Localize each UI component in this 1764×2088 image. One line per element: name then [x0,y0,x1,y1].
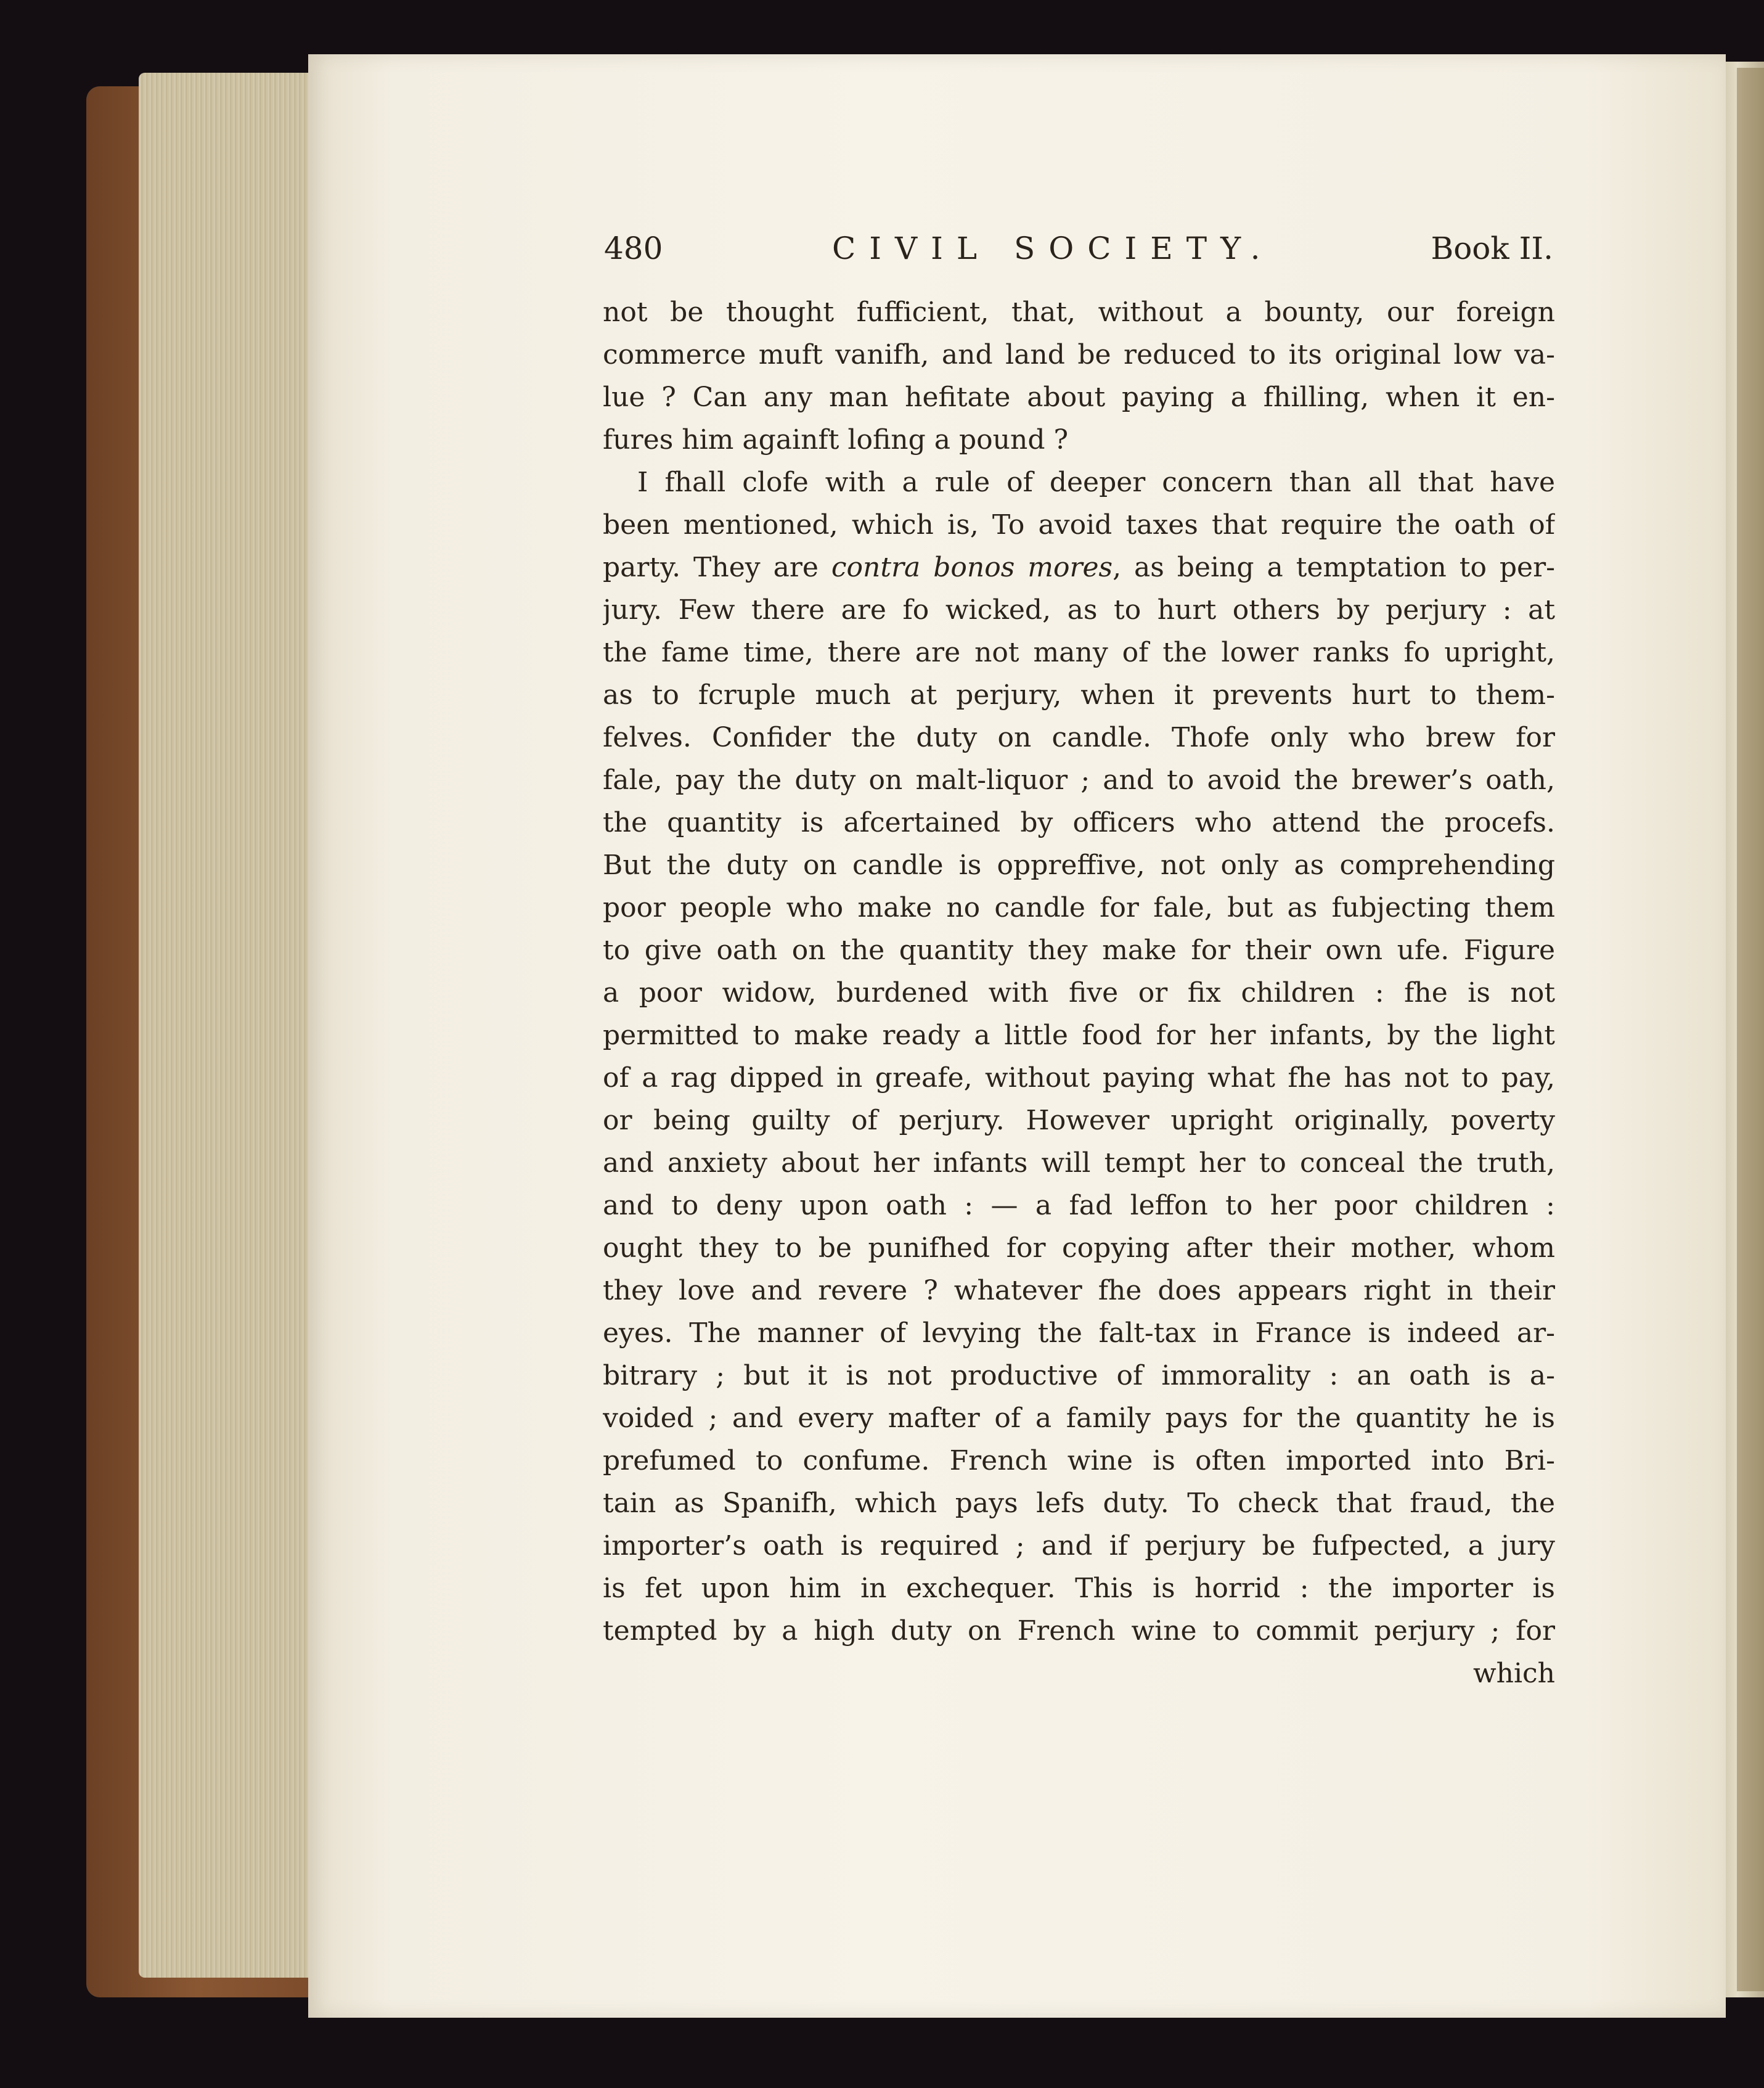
text-line: permitted to make ready a little food for her infants, by the light [603,1020,1555,1051]
text-line: jury. Few there are fo wicked, as to hurt others by perjury : at [603,594,1555,626]
running-title: CIVIL SOCIETY. [832,231,1274,266]
text-line: is fet upon him in exchequer. This is horrid : the importer is [603,1573,1555,1604]
text-line: as to fcruple much at perjury, when it prevents hurt to them- [603,679,1555,711]
text-line: But the duty on candle is oppreffive, not only as comprehending [603,850,1555,881]
page-number: 480 [604,231,663,266]
text-line: tempted by a high duty on French wine to commit perjury ; for [603,1615,1555,1647]
page-edges [139,73,324,1978]
text-line [603,546,1555,589]
italic-phrase: contra bonos mores [831,552,1113,583]
text-segment: , as being a temptation to per- [1113,552,1555,583]
text-line: the quantity is afcertained by officers who attend the procefs. [603,807,1555,838]
catchword: which [1472,1658,1555,1689]
text-line: fures him againft lofing a pound ? [603,424,1069,456]
text-line: tain as Spanifh, which pays lefs duty. To check that fraud, the [603,1488,1555,1519]
text-line: been mentioned, which is, To avoid taxes that require the oath of [603,509,1555,541]
text-line: and to deny upon oath : — a fad leffon to her poor children : [603,1190,1555,1221]
running-header [604,227,1553,276]
text-line: lue ? Can any man hefitate about paying a fhilling, when it en- [603,382,1555,413]
text-line: to give oath on the quantity they make for their own ufe. Figure [603,935,1555,966]
text-line: ought they to be punifhed for copying after their mother, whom [603,1232,1555,1264]
text-line: of a rag dipped in greafe, without paying what fhe has not to pay, [603,1062,1555,1094]
book-label: Book II. [1431,231,1553,266]
text-segment: party. They are [603,552,831,583]
book-cover-right [1737,68,1764,1991]
text-line: felves. Confider the duty on candle. Thofe only who brew for [603,722,1555,753]
page-body [603,291,1555,1695]
text-line: a poor widow, burdened with five or fix children : fhe is not [603,977,1555,1009]
text-line: prefumed to confume. French wine is often imported into Bri- [603,1445,1555,1476]
text-line: importer’s oath is required ; and if perjury be fufpected, a jury [603,1530,1555,1562]
text-line: they love and revere ? whatever fhe does appears right in their [603,1275,1555,1306]
text-line: voided ; and every mafter of a family pays for the quantity he is [603,1402,1555,1434]
text-line: the fame time, there are not many of the lower ranks fo upright, [603,637,1555,668]
text-line: and anxiety about her infants will tempt her to conceal the truth, [603,1147,1555,1179]
text-line: eyes. The manner of levying the falt-tax in France is indeed ar- [603,1317,1555,1349]
text-line: not be thought fufficient, that, without a bounty, our foreign [603,297,1555,328]
paragraph-start-line: I fhall clofe with a rule of deeper concern than all that have [637,467,1555,498]
text-line: fale, pay the duty on malt-liquor ; and to avoid the brewer’s oath, [603,764,1555,796]
text-line: commerce muft vanifh, and land be reduced to its original low va- [603,339,1555,371]
text-line: poor people who make no candle for fale, but as fubjecting them [603,892,1555,923]
text-line: bitrary ; but it is not productive of immorality : an oath is a- [603,1360,1555,1391]
text-line: or being guilty of perjury. However upright originally, poverty [603,1105,1555,1136]
